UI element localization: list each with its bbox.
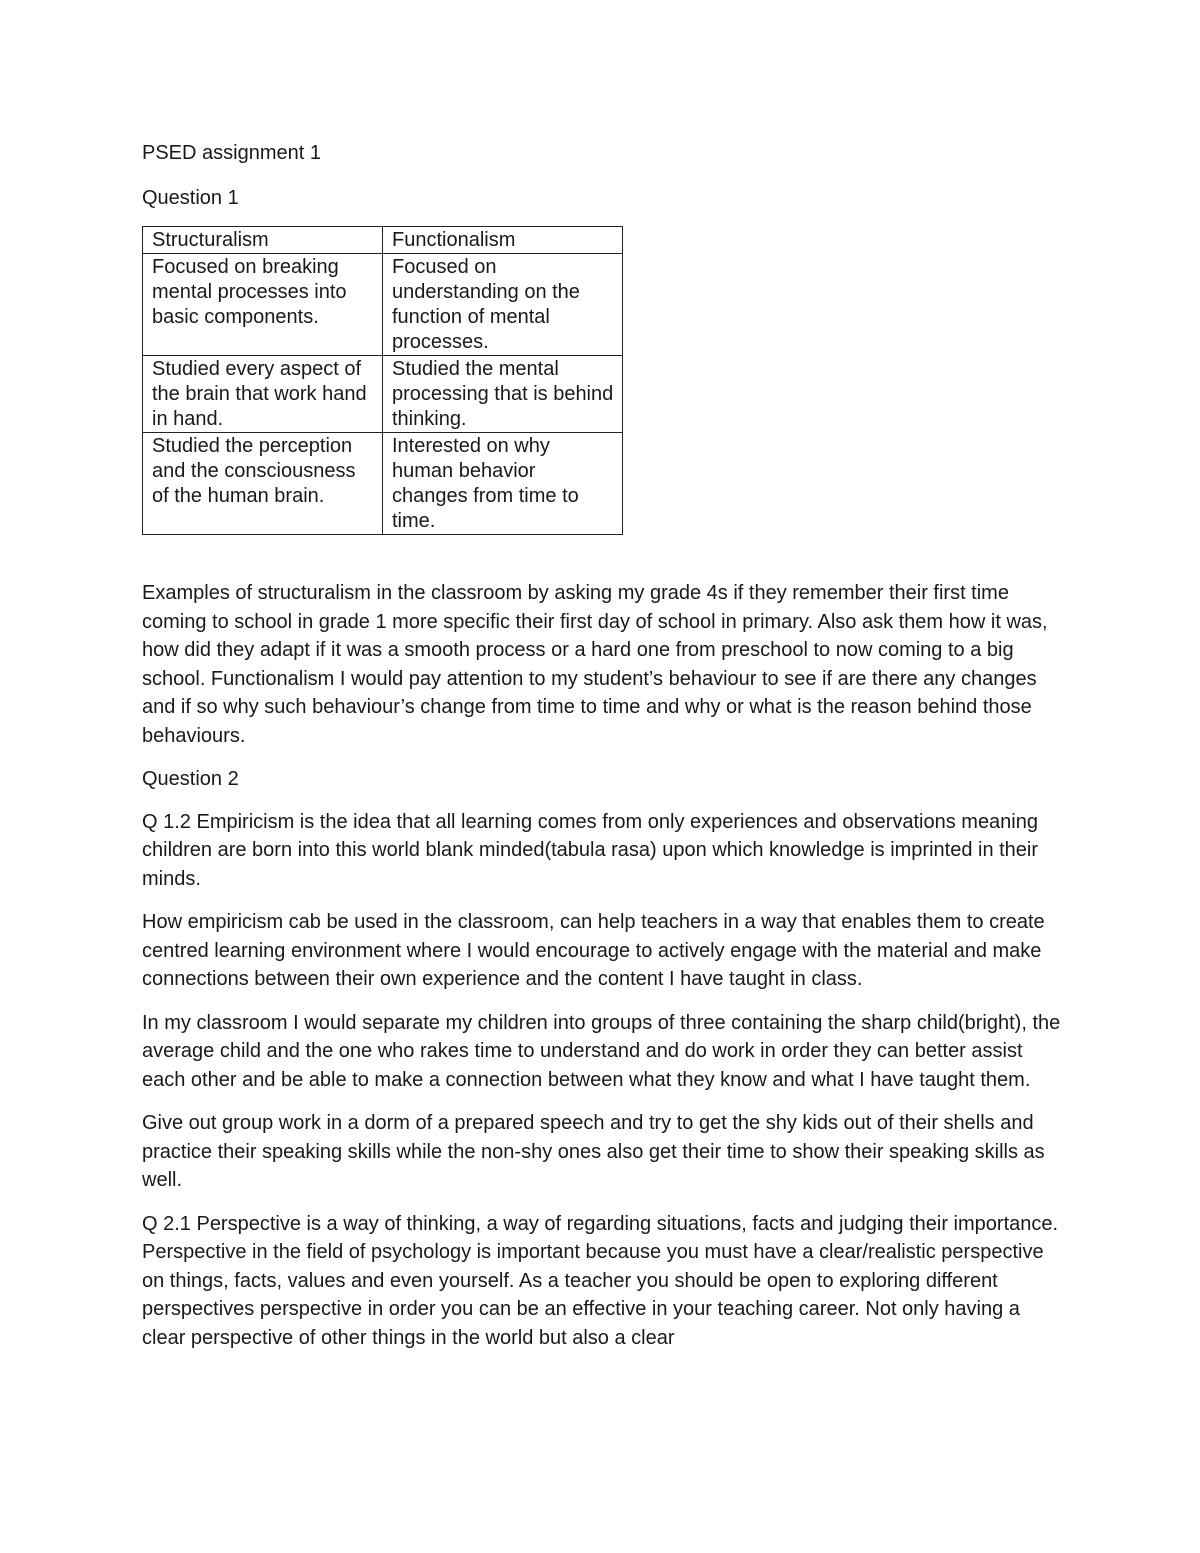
comparison-table bbox=[142, 226, 623, 535]
question-2-paragraph: Q 2.1 Perspective is a way of thinking, a way of regarding situations, facts and judging their importance. Perspective in the field of psychology is important because you must have a clear/realistic perspective on things, facts, values and even yourself. As a teacher you should be open to exploring different perspectives perspective in order you can be an effective in your teaching career. Not only having a clear perspective of other things in the world but also a clear bbox=[142, 1212, 1059, 1349]
table-header-row bbox=[143, 227, 623, 254]
table-cell: Focused on breaking mental processes into basic components. bbox=[143, 254, 383, 356]
question-2-paragraph: Q 1.2 Empiricism is the idea that all learning comes from only experiences and observations meaning children are born into this world blank minded(tabula rasa) upon which knowledge is imprinted in their minds. bbox=[142, 810, 1039, 890]
table-row bbox=[143, 356, 623, 433]
document-title: PSED assignment 1 bbox=[142, 142, 321, 164]
table-cell: Focused on understanding on the function of mental processes. bbox=[383, 254, 623, 356]
document-page bbox=[142, 139, 1067, 1367]
table-header-functionalism: Functionalism bbox=[383, 227, 623, 254]
question-2-heading: Question 2 bbox=[142, 768, 239, 790]
question-2-paragraph: In my classroom I would separate my children into groups of three containing the sharp child(bright), the average child and the one who rakes time to understand and do work in order they can better assist each other and be able to make a connection between what they know and what I have taught them. bbox=[142, 1011, 1061, 1091]
table-header-structuralism: Structuralism bbox=[143, 227, 383, 254]
table-cell: Studied the mental processing that is behind thinking. bbox=[383, 356, 623, 433]
table-cell: Studied the perception and the consciousness of the human brain. bbox=[143, 433, 383, 535]
table-row bbox=[143, 433, 623, 535]
question-2-paragraph: Give out group work in a dorm of a prepared speech and try to get the shy kids out of their shells and practice their speaking skills while the non-shy ones also get their time to show their speaking skills as well. bbox=[142, 1112, 1045, 1191]
question-1-heading: Question 1 bbox=[142, 186, 239, 209]
table-cell: Studied every aspect of the brain that work hand in hand. bbox=[143, 356, 383, 433]
table-row bbox=[143, 254, 623, 356]
question-2-paragraph: How empiricism cab be used in the classroom, can help teachers in a way that enables them to create centred learning environment where I would encourage to actively engage with the material and make connections between their own experience and the content I have taught in class. bbox=[142, 911, 1045, 990]
question-1-paragraph: Examples of structuralism in the classroom by asking my grade 4s if they remember their first time coming to school in grade 1 more specific their first day of school in primary. Also ask them how it was, how did they adapt if it was a smooth process or a hard one from preschool to now coming to a big school. Functionalism I would pay attention to my student’s behaviour to see if are there any changes and if so why such behaviour’s change from time to time and why or what is the reason behind those behaviours. bbox=[142, 582, 1048, 747]
table-cell: Interested on why human behavior changes from time to time. bbox=[383, 433, 623, 535]
